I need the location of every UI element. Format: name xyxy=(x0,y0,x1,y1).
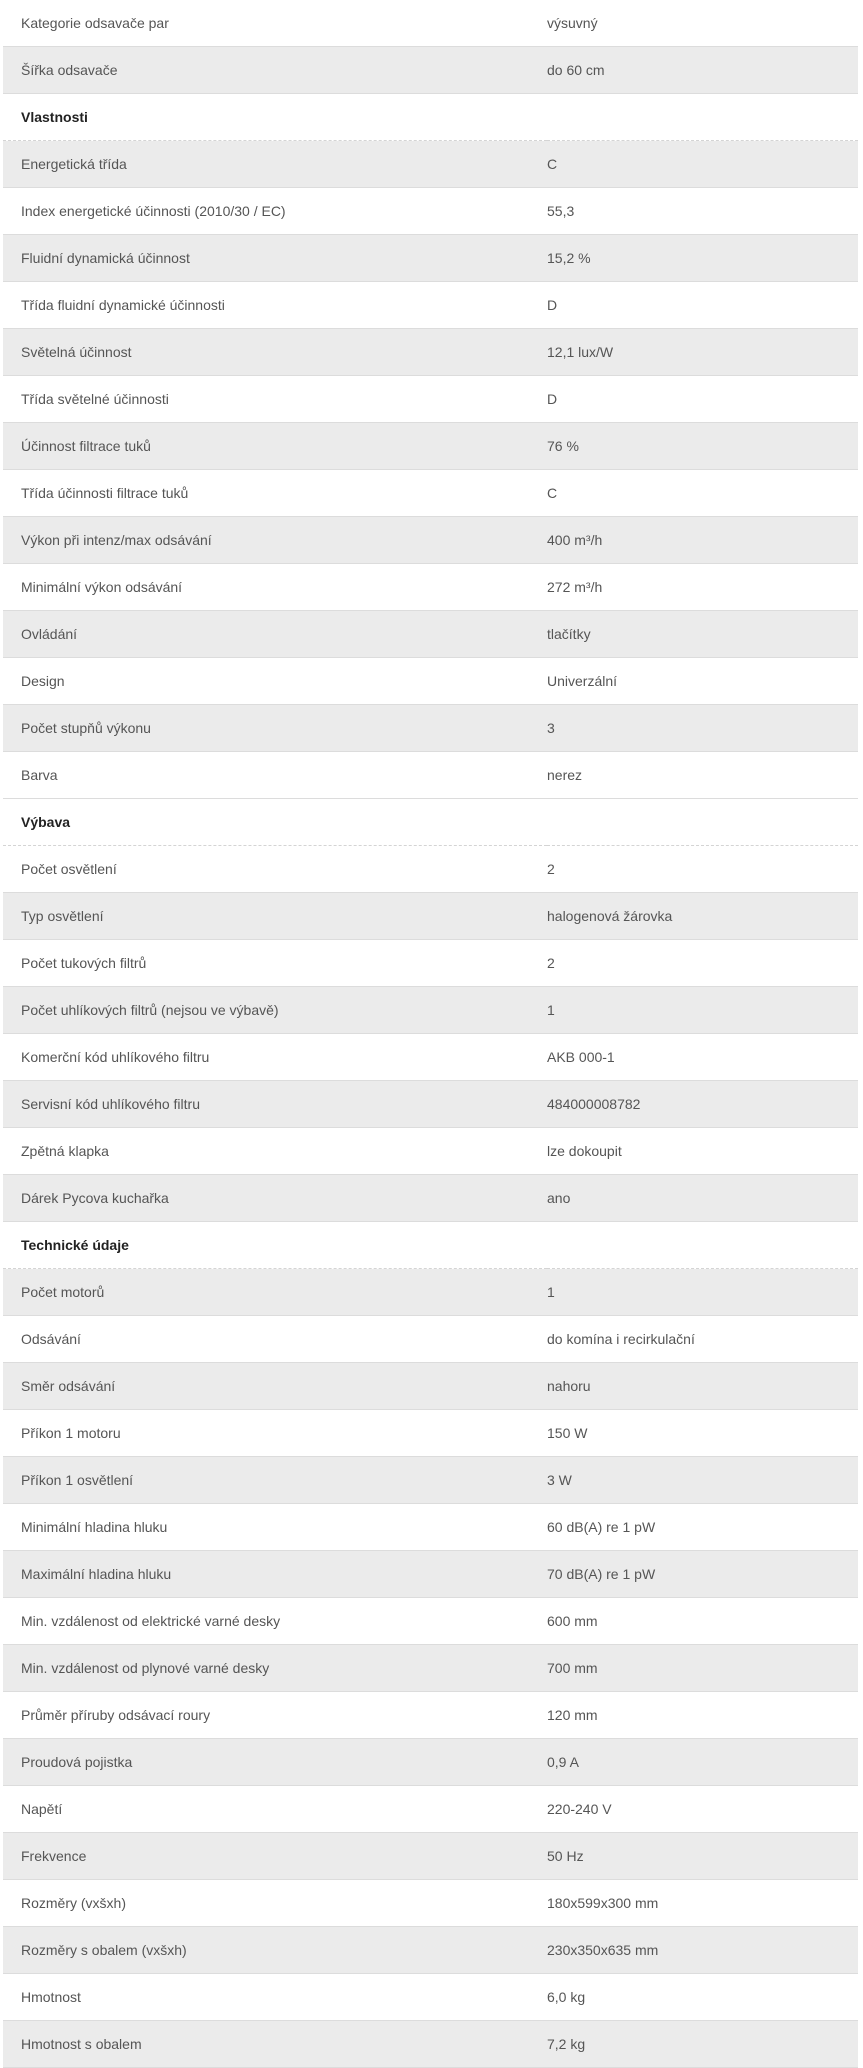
spec-label: Počet uhlíkových filtrů (nejsou ve výbavě) xyxy=(3,987,547,1034)
spec-value: 484000008782 xyxy=(547,1081,858,1128)
spec-row xyxy=(3,1833,858,1880)
spec-row xyxy=(3,752,858,799)
spec-label: Průměr příruby odsávací roury xyxy=(3,1692,547,1739)
spec-row xyxy=(3,564,858,611)
spec-label: Typ osvětlení xyxy=(3,893,547,940)
spec-label: Index energetické účinnosti (2010/30 / EC) xyxy=(3,188,547,235)
spec-label: Odsávání xyxy=(3,1316,547,1363)
spec-label: Počet motorů xyxy=(3,1269,547,1316)
spec-value: D xyxy=(547,376,858,423)
spec-label: Výkon při intenz/max odsávání xyxy=(3,517,547,564)
spec-row xyxy=(3,1598,858,1645)
spec-label: Světelná účinnost xyxy=(3,329,547,376)
spec-value: 230x350x635 mm xyxy=(547,1927,858,1974)
spec-row xyxy=(3,329,858,376)
spec-row xyxy=(3,470,858,517)
spec-value: halogenová žárovka xyxy=(547,893,858,940)
spec-label: Rozměry (vxšxh) xyxy=(3,1880,547,1927)
spec-label: Účinnost filtrace tuků xyxy=(3,423,547,470)
spec-label: Min. vzdálenost od elektrické varné desky xyxy=(3,1598,547,1645)
spec-label: Proudová pojistka xyxy=(3,1739,547,1786)
spec-row xyxy=(3,1410,858,1457)
spec-value: 600 mm xyxy=(547,1598,858,1645)
spec-table xyxy=(3,0,858,2068)
spec-row xyxy=(3,658,858,705)
spec-label: Třída světelné účinnosti xyxy=(3,376,547,423)
spec-value: do 60 cm xyxy=(547,47,858,94)
spec-row xyxy=(3,1316,858,1363)
spec-value: C xyxy=(547,470,858,517)
spec-value: 0,9 A xyxy=(547,1739,858,1786)
spec-label: Počet stupňů výkonu xyxy=(3,705,547,752)
spec-row xyxy=(3,1927,858,1974)
section-heading: Výbava xyxy=(3,799,858,846)
spec-value: výsuvný xyxy=(547,0,858,47)
spec-row xyxy=(3,893,858,940)
spec-row xyxy=(3,282,858,329)
spec-label: Třída fluidní dynamické účinnosti xyxy=(3,282,547,329)
spec-label: Ovládání xyxy=(3,611,547,658)
spec-row xyxy=(3,47,858,94)
spec-value: 180x599x300 mm xyxy=(547,1880,858,1927)
spec-value: D xyxy=(547,282,858,329)
spec-row xyxy=(3,1034,858,1081)
spec-value: 7,2 kg xyxy=(547,2021,858,2068)
spec-label: Frekvence xyxy=(3,1833,547,1880)
spec-row xyxy=(3,517,858,564)
spec-label: Hmotnost s obalem xyxy=(3,2021,547,2068)
spec-value: 2 xyxy=(547,846,858,893)
spec-table-body xyxy=(3,0,858,2068)
section-heading: Vlastnosti xyxy=(3,94,858,141)
spec-value: 3 W xyxy=(547,1457,858,1504)
spec-value: 55,3 xyxy=(547,188,858,235)
spec-row xyxy=(3,611,858,658)
spec-row xyxy=(3,846,858,893)
spec-value: 15,2 % xyxy=(547,235,858,282)
spec-label: Barva xyxy=(3,752,547,799)
spec-row xyxy=(3,705,858,752)
spec-label: Design xyxy=(3,658,547,705)
spec-value: C xyxy=(547,141,858,188)
spec-row xyxy=(3,987,858,1034)
spec-value: 70 dB(A) re 1 pW xyxy=(547,1551,858,1598)
spec-label: Maximální hladina hluku xyxy=(3,1551,547,1598)
spec-label: Fluidní dynamická účinnost xyxy=(3,235,547,282)
spec-value: 6,0 kg xyxy=(547,1974,858,2021)
spec-row xyxy=(3,0,858,47)
spec-value: Univerzální xyxy=(547,658,858,705)
section-heading-row xyxy=(3,94,858,141)
spec-row xyxy=(3,423,858,470)
spec-label: Dárek Pycova kuchařka xyxy=(3,1175,547,1222)
spec-label: Napětí xyxy=(3,1786,547,1833)
section-heading: Technické údaje xyxy=(3,1222,858,1269)
spec-label: Směr odsávání xyxy=(3,1363,547,1410)
spec-label: Příkon 1 osvětlení xyxy=(3,1457,547,1504)
spec-value: 3 xyxy=(547,705,858,752)
spec-value: 1 xyxy=(547,1269,858,1316)
spec-row xyxy=(3,188,858,235)
spec-value: tlačítky xyxy=(547,611,858,658)
spec-label: Třída účinnosti filtrace tuků xyxy=(3,470,547,517)
spec-label: Příkon 1 motoru xyxy=(3,1410,547,1457)
spec-row xyxy=(3,1175,858,1222)
spec-label: Rozměry s obalem (vxšxh) xyxy=(3,1927,547,1974)
spec-value: 60 dB(A) re 1 pW xyxy=(547,1504,858,1551)
spec-label: Zpětná klapka xyxy=(3,1128,547,1175)
spec-value: 50 Hz xyxy=(547,1833,858,1880)
spec-value: AKB 000-1 xyxy=(547,1034,858,1081)
section-heading-row xyxy=(3,799,858,846)
spec-value: 150 W xyxy=(547,1410,858,1457)
spec-label: Min. vzdálenost od plynové varné desky xyxy=(3,1645,547,1692)
spec-row xyxy=(3,1504,858,1551)
spec-label: Servisní kód uhlíkového filtru xyxy=(3,1081,547,1128)
spec-row xyxy=(3,1786,858,1833)
spec-value: 120 mm xyxy=(547,1692,858,1739)
spec-label: Minimální výkon odsávání xyxy=(3,564,547,611)
spec-value: 1 xyxy=(547,987,858,1034)
spec-row xyxy=(3,376,858,423)
spec-value: 2 xyxy=(547,940,858,987)
spec-value: lze dokoupit xyxy=(547,1128,858,1175)
spec-label: Hmotnost xyxy=(3,1974,547,2021)
spec-label: Kategorie odsavače par xyxy=(3,0,547,47)
spec-label: Počet osvětlení xyxy=(3,846,547,893)
spec-row xyxy=(3,940,858,987)
spec-value: 272 m³/h xyxy=(547,564,858,611)
spec-value: 400 m³/h xyxy=(547,517,858,564)
spec-row xyxy=(3,1692,858,1739)
spec-value: 220-240 V xyxy=(547,1786,858,1833)
spec-row xyxy=(3,1457,858,1504)
spec-value: 76 % xyxy=(547,423,858,470)
spec-label: Energetická třída xyxy=(3,141,547,188)
spec-value: 12,1 lux/W xyxy=(547,329,858,376)
spec-row xyxy=(3,1974,858,2021)
spec-label: Počet tukových filtrů xyxy=(3,940,547,987)
spec-label: Šířka odsavače xyxy=(3,47,547,94)
spec-value: nahoru xyxy=(547,1363,858,1410)
spec-row xyxy=(3,2021,858,2068)
spec-row xyxy=(3,1551,858,1598)
section-heading-row xyxy=(3,1222,858,1269)
spec-value: do komína i recirkulační xyxy=(547,1316,858,1363)
spec-label: Komerční kód uhlíkového filtru xyxy=(3,1034,547,1081)
spec-row xyxy=(3,1081,858,1128)
spec-value: ano xyxy=(547,1175,858,1222)
spec-value: nerez xyxy=(547,752,858,799)
spec-label: Minimální hladina hluku xyxy=(3,1504,547,1551)
spec-value: 700 mm xyxy=(547,1645,858,1692)
spec-row xyxy=(3,1363,858,1410)
spec-row xyxy=(3,141,858,188)
spec-row xyxy=(3,1645,858,1692)
spec-row xyxy=(3,1269,858,1316)
spec-row xyxy=(3,235,858,282)
spec-row xyxy=(3,1739,858,1786)
spec-row xyxy=(3,1128,858,1175)
spec-row xyxy=(3,1880,858,1927)
